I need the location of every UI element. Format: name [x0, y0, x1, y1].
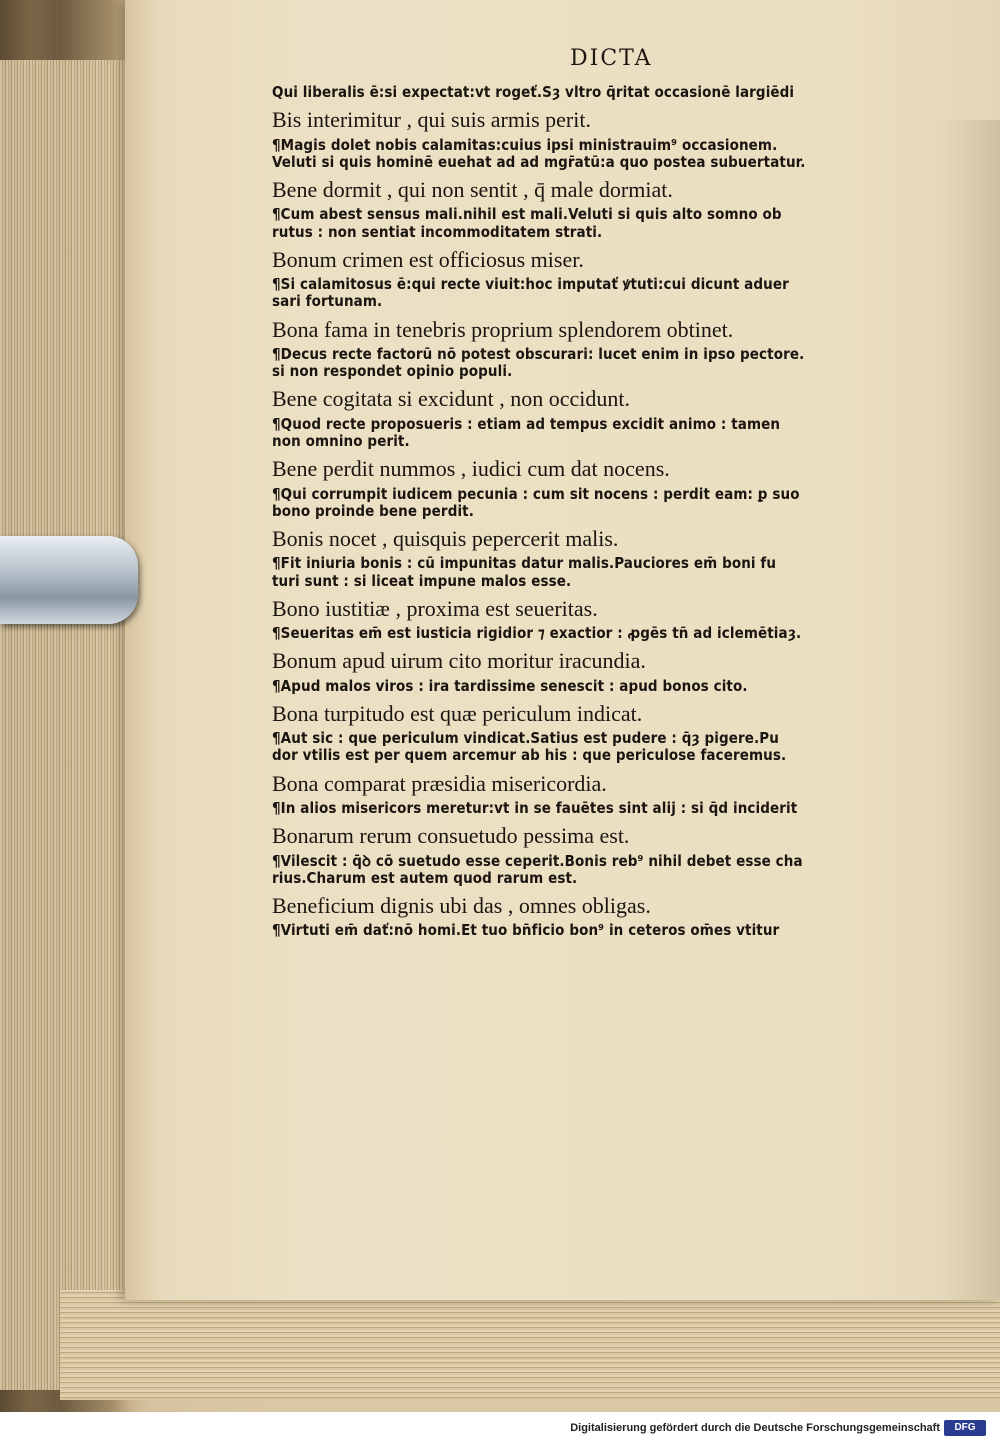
lemma-line: Bonis nocet , quisquis pepercerit malis.: [272, 526, 619, 552]
gloss-line: Qui liberalis ē:si expectat:vt rogeť.Sȝ vltro q̄ritat occasionē largiēdi: [272, 83, 795, 101]
dfg-logo: DFG: [944, 1420, 986, 1436]
metal-page-clip: [0, 536, 138, 624]
running-head: DICTA: [570, 46, 653, 71]
lemma-line: Bono iustitiæ , proxima est seueritas.: [272, 595, 598, 621]
gloss-line: bono proinde bene perdit.: [272, 501, 474, 520]
lemma-line: Beneficium dignis ubi das , omnes obligas.: [272, 893, 651, 919]
lemma-line: Bene cogitata si excidunt , non occidunt.: [272, 386, 631, 412]
footer-bar: [0, 1412, 1000, 1445]
lemma-line: Bona comparat præsidia misericordia.: [272, 770, 607, 796]
gloss-line: Veluti si quis hominē euehat ad ad mgr̄atū:a quo postea subuertatur.: [272, 152, 806, 171]
page-text: [272, 80, 944, 940]
page-edges-bottom: [60, 1290, 1000, 1400]
gloss-line: ¶Aut sic : que periculum vindicat.Satius est pudere : q̄ȝ pigere.Pu: [272, 729, 779, 748]
gloss-line: ¶Vilescit : q̄ꝺ cō suetudo esse ceperit.Bonis reb⁹ nihil debet esse cha: [272, 851, 803, 870]
gloss-line: ¶Qui corrumpit iudicem pecunia : cum sit nocens : perdit eam: ꝑ suo: [272, 484, 800, 503]
lemma-line: Bona turpitudo est quæ periculum indicat.: [272, 700, 643, 726]
gloss-line: ¶Fit iniuria bonis : cū impunitas datur malis.Pauciores em̄ boni fu: [272, 554, 777, 573]
lemma-line: Bonarum rerum consuetudo pessima est.: [272, 823, 630, 849]
lemma-line: Bona fama in tenebris proprium splendorem obtinet.: [272, 316, 734, 342]
gloss-line: non omnino perit.: [272, 431, 410, 450]
gloss-line: sari fortunam.: [272, 292, 383, 311]
gloss-line: si non respondet opinio populi.: [272, 362, 513, 381]
gloss-line: ¶Magis dolet nobis calamitas:cuius ipsi ministrauim⁹ occasionem.: [272, 135, 778, 154]
gloss-line: ¶Apud malos viros : ira tardissime senescit : apud bonos cito.: [272, 676, 748, 695]
gloss-line: ¶Si calamitosus ē:qui recte viuit:hoc imputať ꝟtuti:cui dicunt aduer: [272, 275, 789, 294]
gloss-line: dor vtilis est per quem arcemur ab his : que periculose faceremus.: [272, 746, 787, 765]
gloss-line: rius.Charum est autem quod rarum est.: [272, 868, 578, 887]
lemma-line: Bene perdit nummos , iudici cum dat nocens.: [272, 456, 670, 482]
gloss-line: turi sunt : si liceat impune malos esse.: [272, 571, 572, 590]
page-edges: [0, 60, 125, 1390]
lemma-line: Bis interimitur , qui suis armis perit.: [272, 107, 591, 133]
gloss-line: ¶Cum abest sensus mali.nihil est mali.Veluti si quis alto somno ob: [272, 205, 782, 224]
lemma-line: Bonum apud uirum cito moritur iracundia.: [272, 648, 646, 674]
gloss-line: rutus : non sentiat incommoditatem strati.: [272, 222, 603, 241]
page-gutter-shadow: [940, 120, 1000, 1300]
gloss-line: ¶Quod recte proposueris : etiam ad tempus excidit animo : tamen: [272, 414, 781, 433]
gloss-line: ¶Seueritas em̄ est iusticia rigidior ⁊ exactior : ꝓgēs tn̄ ad iclemētiaȝ.: [272, 624, 802, 643]
gloss-line: ¶Virtuti em̄ dať:nō homi.Et tuo bn̄ficio bon⁹ in ceteros om̄es vtitur: [272, 921, 780, 940]
footer-credit: Digitalisierung gefördert durch die Deutsche Forschungsgemeinschaft: [570, 1422, 940, 1434]
gloss-line: ¶In alios misericors meretur:vt in se fauētes sint alij : si q̄d inciderit: [272, 799, 798, 818]
gloss-line: ¶Decus recte factorū nō potest obscurari: lucet enim in ipso pectore.: [272, 344, 805, 363]
lemma-line: Bene dormit , qui non sentit , q̄ male dormiat.: [272, 177, 673, 203]
lemma-line: Bonum crimen est officiosus miser.: [272, 246, 584, 272]
